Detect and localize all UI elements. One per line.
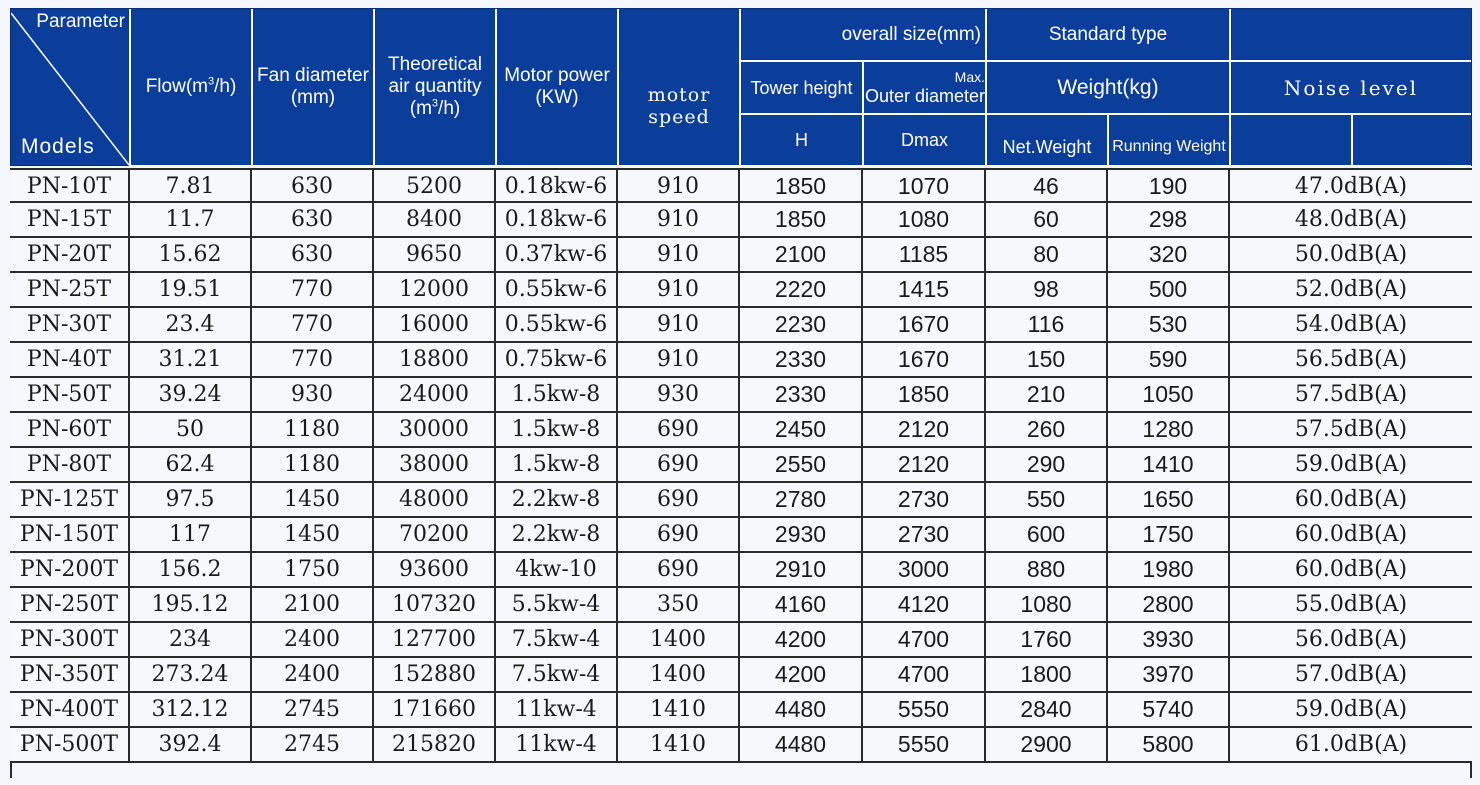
cell-air-quantity: 127700 [374, 623, 496, 656]
cell-dmax: 2120 [863, 448, 986, 481]
header-outer-diameter: Max. Outer diameter [864, 62, 987, 115]
cell-air-quantity: 5200 [374, 170, 496, 203]
cell-air-quantity: 12000 [374, 273, 496, 306]
cell-running-weight: 190 [1108, 170, 1230, 203]
cell-flow: 15.62 [130, 238, 252, 271]
cell-dmax: 3000 [863, 553, 986, 586]
cell-flow: 39.24 [130, 378, 252, 411]
table-row [10, 448, 1472, 483]
cell-tower-height: 1850 [740, 203, 863, 236]
cell-noise-level: 57.0dB(A) [1294, 662, 1408, 687]
cell-flow: 50 [130, 413, 252, 446]
cell-flow: 234 [130, 623, 252, 656]
cell-tower-height: 2330 [740, 343, 863, 376]
cell-model: PN-350T [10, 658, 130, 691]
cell-motor-power: 1.5kw-8 [496, 413, 618, 446]
cell-motor-speed: 690 [618, 553, 740, 586]
header-flow: $Flow(m^3/h)$ [131, 9, 253, 167]
cell-motor-speed: 1410 [618, 728, 740, 761]
cell-tower-height: 2220 [740, 273, 863, 306]
header-blank-top [1231, 9, 1471, 62]
cell-air-quantity: 8400 [374, 203, 496, 236]
cell-net-weight: 260 [986, 413, 1108, 446]
cell-dmax: 4700 [863, 623, 986, 656]
cell-dmax: 1415 [863, 273, 986, 306]
table-row [10, 273, 1472, 308]
table-row [10, 588, 1472, 623]
header-noise-level: Noise level [1231, 62, 1471, 115]
cell-motor-power: 0.55kw-6 [496, 308, 618, 341]
cell-noise-level: 57.5dB(A) [1294, 417, 1408, 442]
cell-noise-level: 57.5dB(A) [1294, 382, 1408, 407]
cell-fan-diameter: 1450 [252, 518, 374, 551]
cell-motor-power: 5.5kw-4 [496, 588, 618, 621]
cell-model: PN-80T [10, 448, 130, 481]
cell-fan-diameter: 2400 [252, 623, 374, 656]
cell-dmax: 1670 [863, 343, 986, 376]
cell-flow: 31.21 [130, 343, 252, 376]
cell-dmax: 1850 [863, 378, 986, 411]
cell-model: PN-150T [10, 518, 130, 551]
cell-fan-diameter: 1180 [252, 413, 374, 446]
cell-motor-power: 0.18kw-6 [496, 170, 618, 203]
cell-motor-power: 1.5kw-8 [496, 378, 618, 411]
cell-motor-power: 11kw-4 [496, 693, 618, 726]
cell-tower-height: 2780 [740, 483, 863, 516]
cell-fan-diameter: 630 [252, 203, 374, 236]
cell-model: PN-250T [10, 588, 130, 621]
cell-motor-speed: 910 [618, 343, 740, 376]
cell-dmax: 4120 [863, 588, 986, 621]
cell-tower-height: 1850 [740, 170, 863, 203]
table-header [10, 8, 1472, 166]
table-row [10, 728, 1472, 763]
cell-motor-speed: 1400 [618, 623, 740, 656]
cell-flow: 19.51 [130, 273, 252, 306]
spec-table [10, 8, 1472, 778]
cell-air-quantity: 107320 [374, 588, 496, 621]
table-row [10, 553, 1472, 588]
cell-motor-speed: 910 [618, 308, 740, 341]
cell-model: PN-60T [10, 413, 130, 446]
table-row [10, 168, 1472, 203]
cell-tower-height: 2910 [740, 553, 863, 586]
cell-flow: 62.4 [130, 448, 252, 481]
cell-air-quantity: 215820 [374, 728, 496, 761]
cell-dmax: 5550 [863, 693, 986, 726]
cell-net-weight: 2900 [986, 728, 1108, 761]
cell-motor-speed: 690 [618, 448, 740, 481]
cell-air-quantity: 70200 [374, 518, 496, 551]
cell-fan-diameter: 2745 [252, 693, 374, 726]
cell-dmax: 1670 [863, 308, 986, 341]
cell-tower-height: 2450 [740, 413, 863, 446]
cell-running-weight: 298 [1108, 203, 1230, 236]
cell-air-quantity: 48000 [374, 483, 496, 516]
cell-fan-diameter: 630 [252, 238, 374, 271]
cell-net-weight: 2840 [986, 693, 1108, 726]
cell-motor-power: 7.5kw-4 [496, 623, 618, 656]
table-row [10, 658, 1472, 693]
cell-motor-speed: 690 [618, 483, 740, 516]
cell-flow: 23.4 [130, 308, 252, 341]
cell-net-weight: 60 [986, 203, 1108, 236]
cell-noise-level: 59.0dB(A) [1294, 697, 1408, 722]
cell-net-weight: 80 [986, 238, 1108, 271]
cell-motor-power: 0.55kw-6 [496, 273, 618, 306]
table-row [10, 378, 1472, 413]
cell-motor-power: 2.2kw-8 [496, 483, 618, 516]
cell-net-weight: 600 [986, 518, 1108, 551]
cell-noise-level: 56.5dB(A) [1294, 347, 1408, 372]
cell-fan-diameter: 2100 [252, 588, 374, 621]
table-row [10, 693, 1472, 728]
cell-net-weight: 1080 [986, 588, 1108, 621]
cell-dmax: 1080 [863, 203, 986, 236]
header-overall-size: overall size(mm) [741, 9, 987, 62]
cell-net-weight: 550 [986, 483, 1108, 516]
cell-motor-speed: 910 [618, 238, 740, 271]
table-row [10, 203, 1472, 238]
cell-running-weight: 1280 [1108, 413, 1230, 446]
cell-running-weight: 3930 [1108, 623, 1230, 656]
cell-net-weight: 290 [986, 448, 1108, 481]
cell-model: PN-50T [10, 378, 130, 411]
cell-dmax: 4700 [863, 658, 986, 691]
cell-dmax: 2120 [863, 413, 986, 446]
cell-dmax: 1185 [863, 238, 986, 271]
parameter-models-corner [11, 9, 131, 167]
header-dmax: Dmax [864, 115, 987, 167]
cell-flow: 97.5 [130, 483, 252, 516]
cell-noise-level: 59.0dB(A) [1294, 452, 1408, 477]
cell-running-weight: 1650 [1108, 483, 1230, 516]
table-row [10, 623, 1472, 658]
cell-noise-level: 60.0dB(A) [1294, 522, 1408, 547]
cell-motor-power: 0.18kw-6 [496, 203, 618, 236]
cell-model: PN-500T [10, 728, 130, 761]
cell-motor-power: 2.2kw-8 [496, 518, 618, 551]
cell-noise-level: 60.0dB(A) [1294, 487, 1408, 512]
cell-net-weight: 150 [986, 343, 1108, 376]
cell-motor-speed: 910 [618, 170, 740, 203]
table-row [10, 308, 1472, 343]
cell-model: PN-40T [10, 343, 130, 376]
cell-running-weight: 1750 [1108, 518, 1230, 551]
header-weight: Weight(kg) [987, 62, 1231, 115]
cell-tower-height: 4200 [740, 623, 863, 656]
table-row [10, 238, 1472, 273]
cell-noise-level: 52.0dB(A) [1294, 277, 1408, 302]
cell-air-quantity: 16000 [374, 308, 496, 341]
cell-model: PN-15T [10, 203, 130, 236]
cell-noise-level: 61.0dB(A) [1294, 732, 1408, 757]
cell-noise-level: 47.0dB(A) [1294, 174, 1408, 199]
cell-tower-height: 2230 [740, 308, 863, 341]
cell-motor-speed: 910 [618, 203, 740, 236]
cell-motor-power: 4kw-10 [496, 553, 618, 586]
cell-fan-diameter: 770 [252, 343, 374, 376]
cell-motor-speed: 350 [618, 588, 740, 621]
cell-noise-level: 60.0dB(A) [1294, 557, 1408, 582]
models-label: Models [21, 135, 95, 158]
cell-air-quantity: 24000 [374, 378, 496, 411]
cell-motor-power: 0.75kw-6 [496, 343, 618, 376]
header-tower-height: Tower height [741, 62, 864, 115]
cell-tower-height: 4480 [740, 728, 863, 761]
cell-running-weight: 320 [1108, 238, 1230, 271]
cell-noise-level: 56.0dB(A) [1294, 627, 1408, 652]
cell-net-weight: 46 [986, 170, 1108, 203]
cell-motor-speed: 910 [618, 273, 740, 306]
table-row [10, 518, 1472, 553]
cell-net-weight: 880 [986, 553, 1108, 586]
cell-running-weight: 5800 [1108, 728, 1230, 761]
cell-tower-height: 4480 [740, 693, 863, 726]
cell-air-quantity: 152880 [374, 658, 496, 691]
cell-fan-diameter: 2745 [252, 728, 374, 761]
cell-running-weight: 1410 [1108, 448, 1230, 481]
cell-tower-height: 4200 [740, 658, 863, 691]
cell-dmax: 5550 [863, 728, 986, 761]
cell-net-weight: 98 [986, 273, 1108, 306]
header-motor-power: Motor power (KW) [497, 9, 619, 167]
cell-model: PN-10T [10, 170, 130, 203]
cell-fan-diameter: 2400 [252, 658, 374, 691]
cell-running-weight: 2800 [1108, 588, 1230, 621]
cell-flow: 7.81 [130, 170, 252, 203]
header-theoretical-air: Theoretical air quantity $(m^3/h)$ [375, 9, 497, 167]
cell-fan-diameter: 1180 [252, 448, 374, 481]
parameter-label: Parameter [36, 11, 125, 32]
cell-running-weight: 3970 [1108, 658, 1230, 691]
cell-air-quantity: 93600 [374, 553, 496, 586]
table-row [10, 483, 1472, 518]
cell-net-weight: 1760 [986, 623, 1108, 656]
cell-fan-diameter: 1750 [252, 553, 374, 586]
header-noise-sub-1 [1231, 115, 1353, 167]
cell-model: PN-200T [10, 553, 130, 586]
cell-flow: 11.7 [130, 203, 252, 236]
cell-tower-height: 2930 [740, 518, 863, 551]
cell-noise-level: 54.0dB(A) [1294, 312, 1408, 337]
cell-flow: 312.12 [130, 693, 252, 726]
cell-flow: 273.24 [130, 658, 252, 691]
cell-flow: 117 [130, 518, 252, 551]
cell-flow: 392.4 [130, 728, 252, 761]
cell-noise-level: 50.0dB(A) [1294, 242, 1408, 267]
cell-motor-power: 1.5kw-8 [496, 448, 618, 481]
cell-model: PN-125T [10, 483, 130, 516]
cell-air-quantity: 30000 [374, 413, 496, 446]
cell-model: PN-20T [10, 238, 130, 271]
cell-tower-height: 2100 [740, 238, 863, 271]
cell-model: PN-400T [10, 693, 130, 726]
header-h: H [741, 115, 864, 167]
cell-fan-diameter: 770 [252, 273, 374, 306]
cell-dmax: 2730 [863, 518, 986, 551]
header-running-weight: Running Weight [1109, 115, 1231, 167]
cell-dmax: 1070 [863, 170, 986, 203]
cell-running-weight: 590 [1108, 343, 1230, 376]
cell-motor-power: 11kw-4 [496, 728, 618, 761]
header-standard-type: Standard type [987, 9, 1231, 62]
cell-dmax: 2730 [863, 483, 986, 516]
cell-air-quantity: 38000 [374, 448, 496, 481]
cell-fan-diameter: 930 [252, 378, 374, 411]
cell-net-weight: 116 [986, 308, 1108, 341]
cell-model: PN-300T [10, 623, 130, 656]
cell-air-quantity: 171660 [374, 693, 496, 726]
cell-tower-height: 2550 [740, 448, 863, 481]
cell-model: PN-30T [10, 308, 130, 341]
table-row [10, 413, 1472, 448]
cell-tower-height: 4160 [740, 588, 863, 621]
header-motor-speed: motor speed [619, 9, 741, 167]
cell-motor-power: 0.37kw-6 [496, 238, 618, 271]
cell-model: PN-25T [10, 273, 130, 306]
table-row [10, 343, 1472, 378]
cell-flow: 195.12 [130, 588, 252, 621]
header-net-weight: Net.Weight [987, 115, 1109, 167]
header-noise-sub-2 [1353, 115, 1471, 167]
cell-net-weight: 210 [986, 378, 1108, 411]
cell-air-quantity: 9650 [374, 238, 496, 271]
cell-running-weight: 1980 [1108, 553, 1230, 586]
cell-motor-speed: 690 [618, 413, 740, 446]
cell-flow: 156.2 [130, 553, 252, 586]
cell-tower-height: 2330 [740, 378, 863, 411]
cell-fan-diameter: 1450 [252, 483, 374, 516]
cell-motor-speed: 930 [618, 378, 740, 411]
header-fan-diameter: Fan diameter (mm) [253, 9, 375, 167]
cell-air-quantity: 18800 [374, 343, 496, 376]
cell-noise-level: 55.0dB(A) [1294, 592, 1408, 617]
cell-running-weight: 1050 [1108, 378, 1230, 411]
cell-running-weight: 5740 [1108, 693, 1230, 726]
cell-fan-diameter: 630 [252, 170, 374, 203]
cell-running-weight: 500 [1108, 273, 1230, 306]
cell-running-weight: 530 [1108, 308, 1230, 341]
cell-motor-speed: 690 [618, 518, 740, 551]
cell-motor-speed: 1400 [618, 658, 740, 691]
cell-noise-level: 48.0dB(A) [1294, 207, 1408, 232]
cell-motor-speed: 1410 [618, 693, 740, 726]
cell-net-weight: 1800 [986, 658, 1108, 691]
cell-fan-diameter: 770 [252, 308, 374, 341]
cell-motor-power: 7.5kw-4 [496, 658, 618, 691]
